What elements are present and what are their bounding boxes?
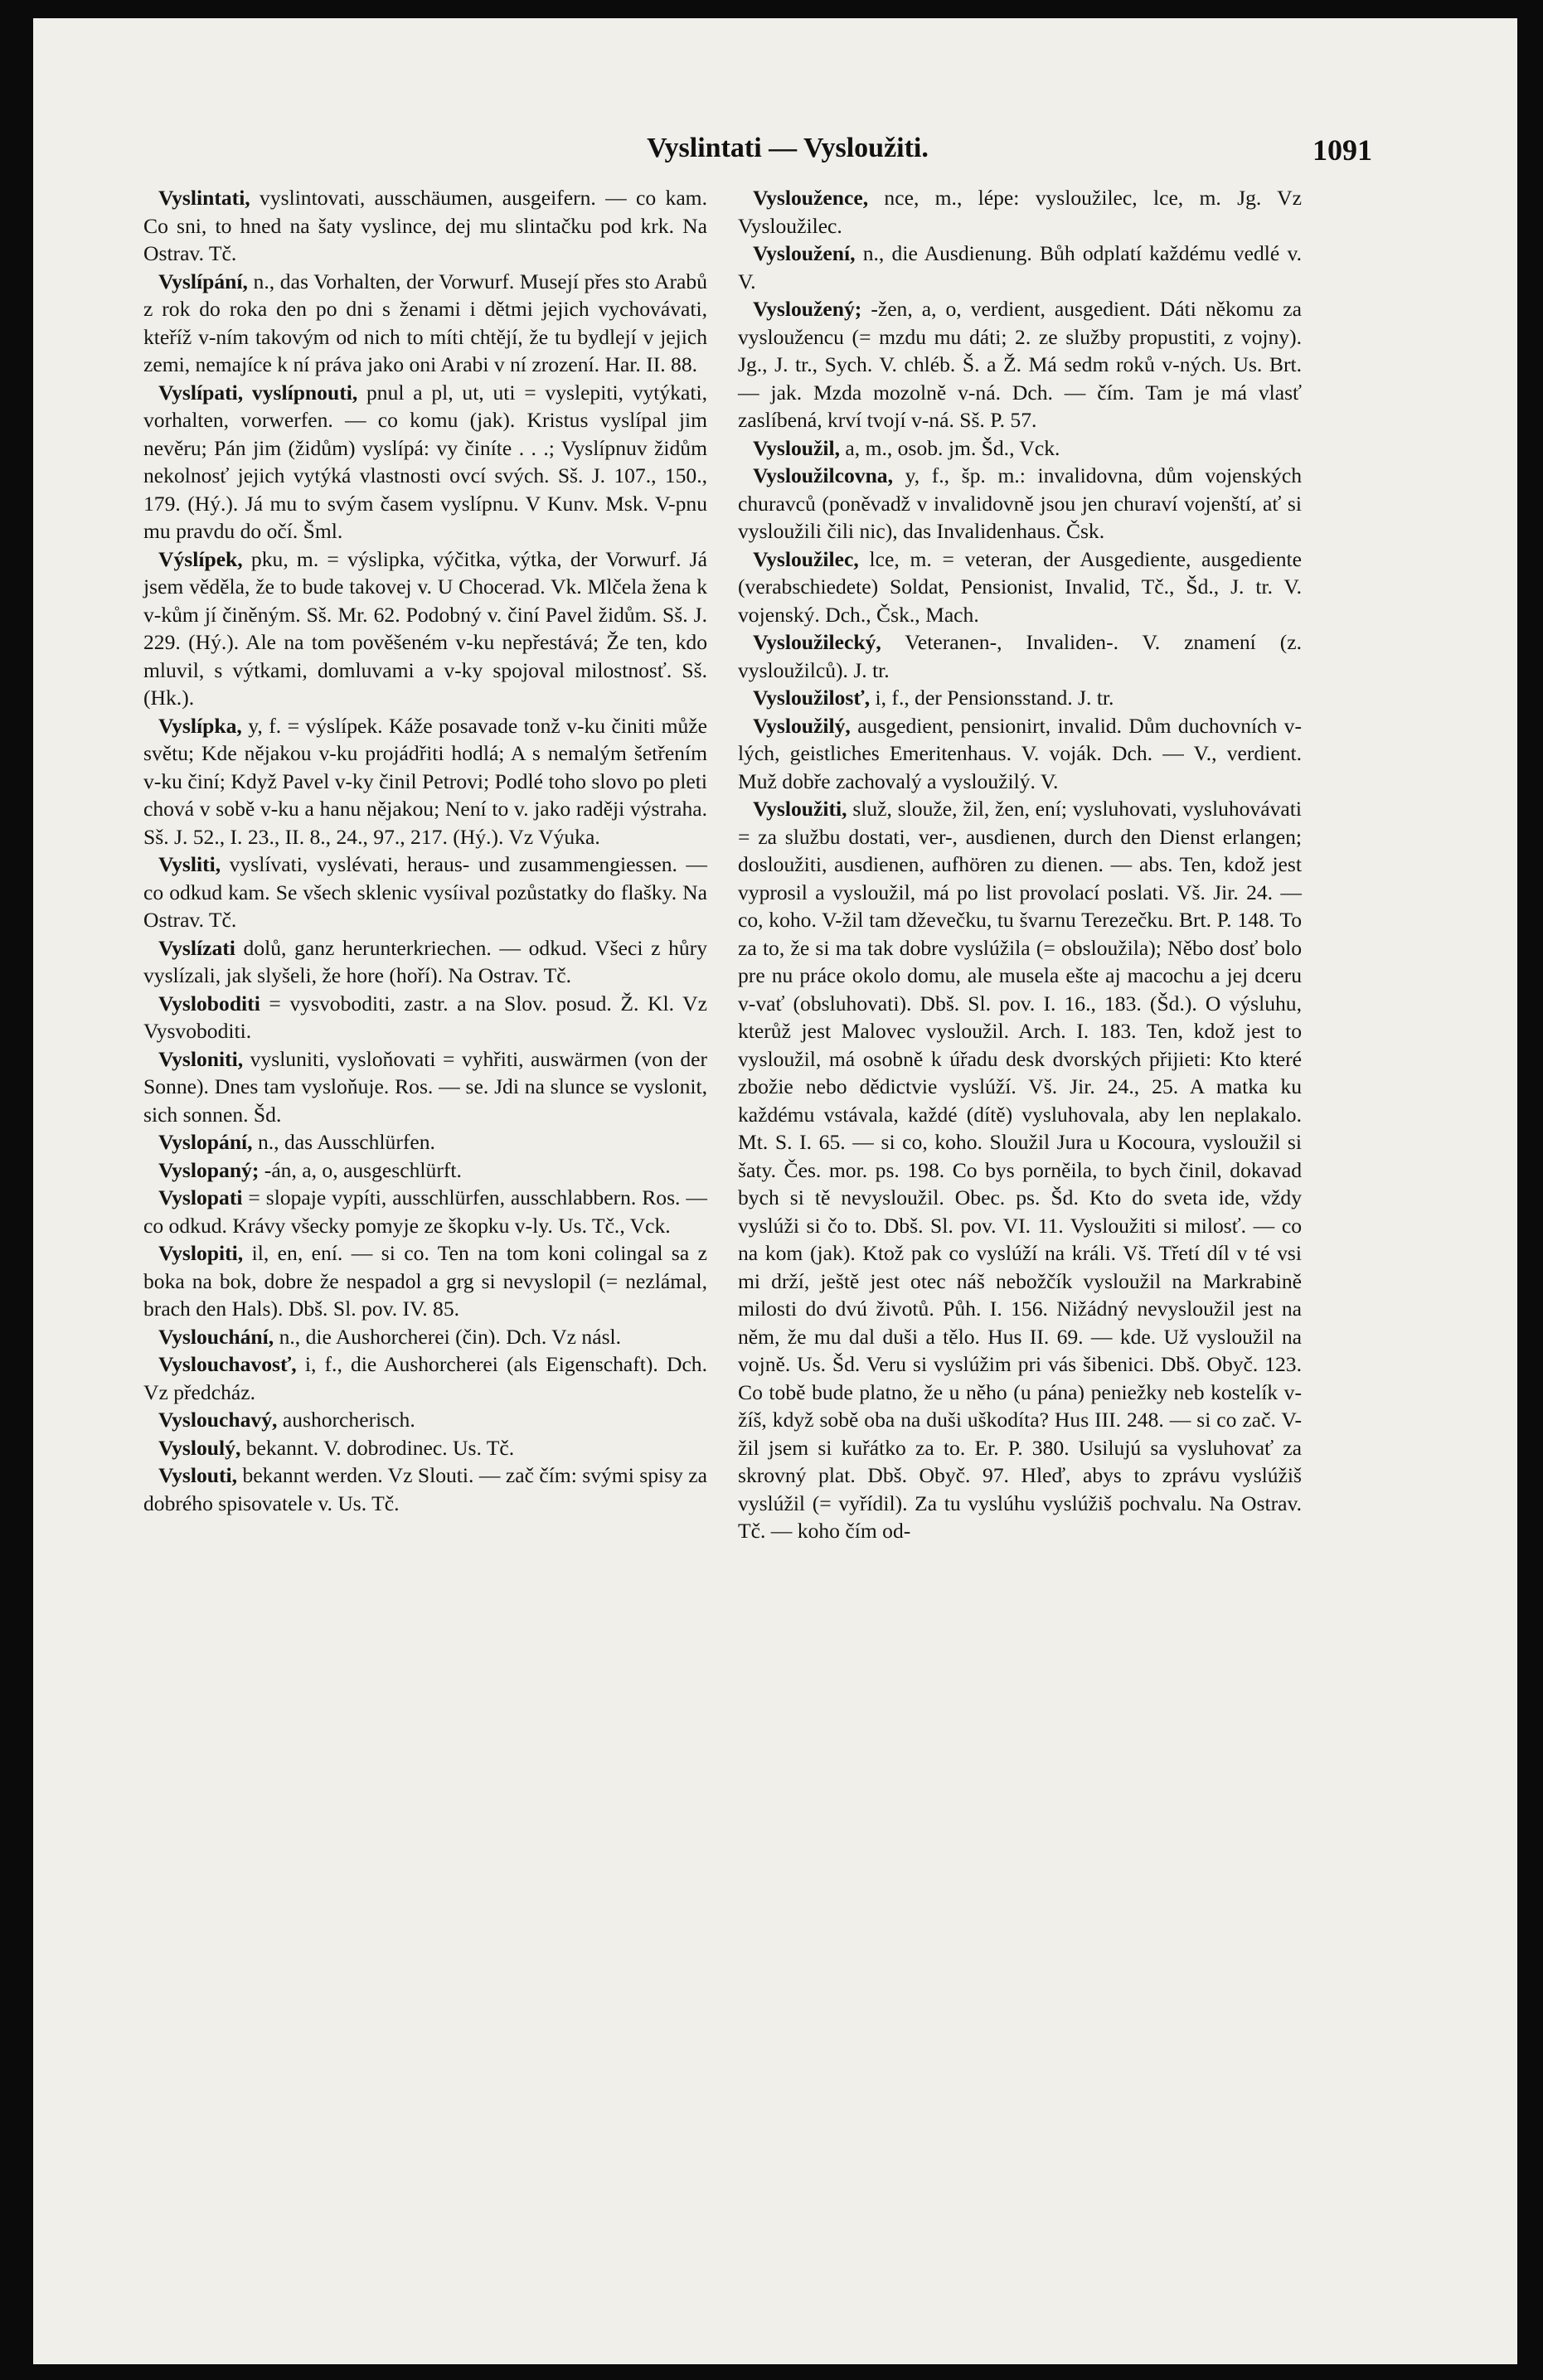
- entry-definition: nce, m., lépe: vysloužilec, lce, m. Jg. Vz Vysloužilec.: [738, 186, 1302, 238]
- entry-headword: Vyslípati, vyslípnouti,: [158, 380, 358, 405]
- entry-headword: Vysloužený;: [753, 297, 862, 321]
- entry-definition: = vysvoboditi, zastr. a na Slov. posud. Ž. Kl. Vz Vysvoboditi.: [143, 991, 707, 1043]
- dictionary-entry: [738, 795, 1302, 1545]
- entry-definition: Veteranen-, Invaliden-. V. znamení (z. vysloužilců). J. tr.: [738, 630, 1302, 682]
- entry-definition: vyslívati, vyslévati, heraus- und zusammengiessen. — co odkud kam. Se všech sklenic vysíival pozůstatky do flašky. Na Ostrav. Tč.: [143, 852, 707, 932]
- dictionary-entry: [738, 684, 1302, 712]
- entry-definition: lce, m. = veteran, der Ausgediente, ausgediente (verabschiedete) Soldat, Pensionist, Invalid, Tč., Šd., J. tr. V. vojenský. Dch., Čsk., Mach.: [738, 546, 1302, 627]
- dictionary-entry: [143, 1156, 707, 1185]
- entry-headword: Vyslopati: [158, 1185, 243, 1209]
- dictionary-entry: [143, 379, 707, 545]
- page-number: 1091: [1313, 133, 1372, 167]
- entry-headword: Vysloulý,: [158, 1435, 241, 1460]
- entry-headword: Vyslintati,: [158, 186, 250, 210]
- dictionary-entry: [143, 1434, 707, 1462]
- entry-definition: n., die Aushorcherei (čin). Dch. Vz násl.: [279, 1324, 622, 1349]
- dictionary-entry: [738, 462, 1302, 545]
- entry-headword: Vysloužence,: [753, 186, 869, 210]
- entry-headword: Vyslouchání,: [158, 1324, 274, 1349]
- left-column: [143, 184, 707, 1517]
- dictionary-entry: [143, 1045, 707, 1129]
- entry-definition: = slopaje vypíti, ausschlürfen, ausschlabbern. Ros. — co odkud. Krávy všecky pomyje ze škopku v-ly. Us. Tč., Vck.: [143, 1185, 707, 1238]
- entry-definition: pnul a pl, ut, uti = vyslepiti, vytýkati, vorhalten, vorwerfen. — co komu (jak). Kristus vyslípal jim nevěru; Pán jim (židům) vyslípá: vy činíte . . .; Vyslípnuv židům nekolnosť jejich vytýká vlastnosti ovcí svých. Sš. J. 107., 150., 179. (Hý.). Já mu to svým časem vyslípnu. V Kunv. Msk. V-pnu mu pravdu do očí. Šml.: [143, 380, 707, 543]
- entry-headword: Vysloužilec,: [753, 546, 859, 571]
- entry-definition: služ, slouže, žil, žen, ení; vysluhovati, vysluhovávati = za službu dostati, ver-, ausdienen, durch den Dienst erlangen; dosloužiti, ausdienen, aufhören zu dienen. — abs. Ten, kdož jest vyprosil a vysloužil, má po list provolací poslati. Vš. Jir. 24. — co, koho. V-žil tam dževečku, tu švarnu Terezečku. Brt. P. 148. To za to, že si ma tak dobre vyslúžila (= obsloužila); Něbo dosť bolo pre nu práce okolo domu, ale musela ešte aj macochu a jej dceru v-vať (obsluhovati). Dbš. Sl. pov. I. 16., 183. (Šd.). O výsluhu, kterůž jest Malovec vysloužil. Arch. I. 183. Ten, kdož jest to vysloužil, má osobně k úřadu desk dvorských přijieti: Kto které zbožie nebo dědictvie vyslúží. Vš. Jir. 24., 25. A matka ku každému vstávala, každé (dítě) vysluhovala, aby len neplakalo. Mt. S. I. 65. — si co, koho. Sloužil Jura u Kocoura, vysloužil si šaty. Čes. mor. ps. 198. Co bys porněila, to bych činil, dokavad bych si tě nevysloužil. Obec. ps. Šd. Kto do sveta ide, vždy vyslúži si čo to. Dbš. Sl. pov. VI. 11. Vysloužiti si milosť. — co na kom (jak). Ktož pak co vyslúží na králi. Vš. Třetí díl v té vsi mi drží, ještě jest otec náš nebožčík vysloužil na Markrabině milosti do dvú životů. Půh. I. 156. Nižádný nevysloužil jest na něm, že mu dal duši a tělo. Hus II. 69. — kde. Už vysloužil na vojně. Us. Šd. Veru si vyslúžim pri vás šibenici. Dbš. Obyč. 123. Co tobě bude platno, že u něho (u pána) peniežky neb kostelík v-žíš, když sobě oba na duši uškodíta? Hus III. 248. — si co zač. V-žil jsem si kuřátko za to. Er. P. 380. Usilujú sa vysluhovať za skrovný plat. Dbš. Obyč. 97. Hleď, abys to zprávu vyslúžiš vyslúžil (= vyřídil). Za tu vyslúhu vyslúžiš pochvalu. Na Ostrav. Tč. — koho čím od-: [738, 797, 1302, 1543]
- entry-definition: y, f., šp. m.: invalidovna, dům vojenských churavců (poněvadž v invalidovně jsou jen churaví vojenští, ať si vysloužili čili nic), das Invalidenhaus. Čsk.: [738, 463, 1302, 543]
- dictionary-entry: [143, 184, 707, 268]
- entry-headword: Vyslouti,: [158, 1463, 238, 1487]
- entry-definition: aushorcherisch.: [282, 1408, 415, 1432]
- entry-definition: a, m., osob. jm. Šd., Vck.: [845, 435, 1060, 460]
- entry-definition: pku, m. = výslipka, výčitka, výtka, der Vorwurf. Já jsem věděla, že to bude takovej v. U Chocerad. Vk. Mlčela žena k v-kům jí činěným. Sš. Mr. 62. Podobný v. činí Pavel židům. Sš. J. 229. (Hý.). Ale na tom pověšeném v-ku nepřestává; Že ten, kdo mluvil, s výtkami, domluvami a v-ky spojoval milostnosť. Sš. (Hk.).: [143, 546, 707, 710]
- dictionary-entry: [143, 712, 707, 851]
- dictionary-entry: [738, 628, 1302, 684]
- entry-headword: Vysloužení,: [753, 241, 856, 265]
- dictionary-entry: [738, 545, 1302, 629]
- entry-definition: ausgedient, pensionirt, invalid. Dům duchovních v-lých, geistliches Emeritenhaus. V. voják. Dch. — V., verdient. Muž dobře zachovalý a vysloužilý. V.: [738, 713, 1303, 793]
- entry-headword: Výslípek,: [158, 546, 243, 571]
- entry-definition: bekannt werden. Vz Slouti. — zač čím: svými spisy za dobrého spisovatele v. Us. Tč.: [143, 1463, 707, 1515]
- entry-headword: Vyslípka,: [158, 713, 242, 738]
- entry-definition: dolů, ganz herunterkriechen. — odkud. Všeci z hůry vyslízali, jak slyšeli, že hore (hoří). Na Ostrav. Tč.: [143, 935, 707, 987]
- dictionary-entry: [143, 1128, 707, 1156]
- dictionary-entry: [738, 434, 1302, 463]
- entry-definition: y, f. = výslípek. Káže posavade tonž v-ku činiti může světu; Kde nějakou v-ku projádřiti hodlá; A s nemalým šetřením v-ku činí; Když Pavel v-ky činil Petrovi; Podlé toho slovo po pleti chová v sobě v-ku a hanu nějakou; Není to v. jako raději výstraha. Sš. J. 52., I. 23., II. 8., 24., 97., 217. (Hý.). Vz Výuka.: [143, 713, 707, 849]
- entry-headword: Vysloužiti,: [753, 797, 847, 821]
- entry-headword: Vyslopání,: [158, 1130, 253, 1154]
- entry-headword: Vyslopiti,: [158, 1241, 244, 1265]
- running-head: Vyslintati — Vysloužiti.: [647, 133, 929, 163]
- dictionary-entry: [738, 712, 1302, 796]
- entry-headword: Vysloužil,: [753, 435, 841, 460]
- dictionary-entry: [143, 990, 707, 1045]
- entry-headword: Vysloužilcovna,: [753, 463, 893, 487]
- entry-definition: i, f., der Pensionsstand. J. tr.: [875, 686, 1114, 710]
- entry-definition: i, f., die Aushorcherei (als Eigenschaft). Dch. Vz předcház.: [143, 1352, 707, 1404]
- entry-headword: Vysloužilý,: [753, 713, 851, 738]
- entry-headword: Vysloboditi: [158, 991, 260, 1015]
- dictionary-entry: [143, 1323, 707, 1351]
- entry-headword: Vysloužilecký,: [753, 630, 881, 654]
- dictionary-entry: [143, 934, 707, 990]
- entry-definition: vysluniti, vysloňovati = vyhřiti, auswärmen (von der Sonne). Dnes tam vysloňuje. Ros. — se. Jdi na slunce se vyslonit, sich sonnen. Šd.: [143, 1046, 707, 1127]
- entry-headword: Vysliti,: [158, 852, 221, 876]
- dictionary-entry: [143, 851, 707, 934]
- entry-headword: Vyslízati: [158, 935, 235, 960]
- entry-definition: bekannt. V. dobrodinec. Us. Tč.: [245, 1435, 515, 1460]
- entry-definition: n., das Vorhalten, der Vorwurf. Musejí přes sto Arabů z rok do roka den po dni s ženami i dětmi jejich vychovávati, kteříž v-ním takovým od nich to míti chtějí, že tu bydlejí v jejich zemi, nemajíce k ní práva jako oni Arabi v ní zrození. Har. II. 88.: [143, 269, 707, 376]
- entry-definition: n., die Ausdienung. Bůh odplatí každému vedlé v. V.: [738, 241, 1302, 293]
- dictionary-entry: [143, 1239, 707, 1323]
- dictionary-entry: [143, 545, 707, 712]
- entry-headword: Vysloniti,: [158, 1046, 244, 1071]
- entry-headword: Vysloužilosť,: [753, 686, 871, 710]
- entry-definition: -án, a, o, ausgeschlürft.: [264, 1157, 462, 1182]
- dictionary-entry: [738, 184, 1302, 240]
- entry-headword: Vyslouchavý,: [158, 1408, 278, 1432]
- entry-headword: Vyslípání,: [158, 269, 248, 293]
- dictionary-entry: [143, 1184, 707, 1239]
- page-header: [203, 133, 1372, 171]
- dictionary-entry: [143, 268, 707, 379]
- dictionary-entry: [738, 295, 1302, 434]
- entry-definition: vyslintovati, ausschäumen, ausgeifern. — co kam. Co sni, to hned na šaty vyslince, dej mu slintačku pod krk. Na Ostrav. Tč.: [143, 186, 707, 265]
- dictionary-entry: [143, 1350, 707, 1406]
- dictionary-entry: [143, 1461, 707, 1517]
- dictionary-entry: [738, 240, 1302, 295]
- entry-headword: Vyslouchavosť,: [158, 1352, 297, 1376]
- entry-definition: -žen, a, o, verdient, ausgedient. Dáti někomu za vysloužencu (= mzdu mu dáti; 2. ze služby propustiti, z vojny). Jg., J. tr., Sych. V. chléb. Š. a Ž. Má sedm roků v-ných. Us. Brt. — jak. Mzda mozolně v-ná. Dch. — čím. Tam je má vlasť zaslíbená, krví tvojí v-ná. Sš. P. 57.: [738, 297, 1302, 432]
- entry-definition: n., das Ausschlürfen.: [257, 1130, 435, 1154]
- dictionary-entry: [143, 1406, 707, 1434]
- entry-definition: il, en, ení. — si co. Ten na tom koni colingal sa z boka na bok, dobre že nespadol a grg si nevyslopil (= nezlámal, brach den Hals). Dbš. Sl. pov. IV. 85.: [143, 1241, 707, 1321]
- entry-headword: Vyslopaný;: [158, 1157, 260, 1182]
- right-column: [738, 184, 1302, 1545]
